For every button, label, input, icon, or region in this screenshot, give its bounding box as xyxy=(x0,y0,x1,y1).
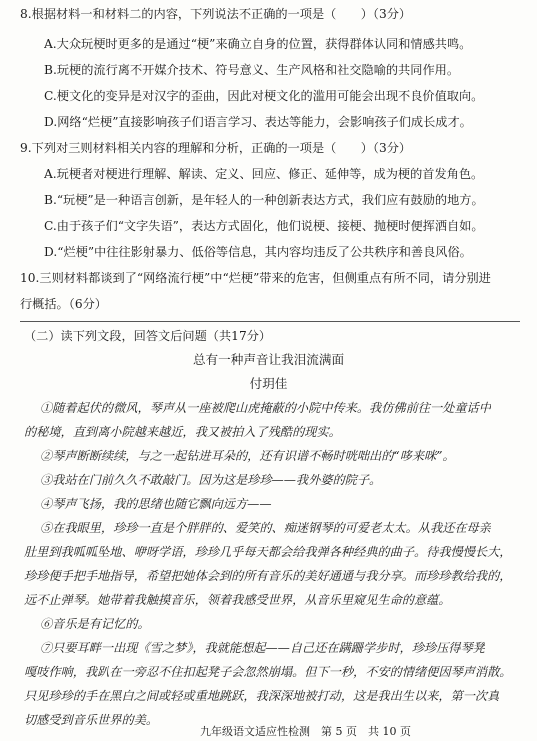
q8-option-b: B.玩梗的流行离不开媒介技术、符号意义、生产风格和社交隐喻的共同作用。 xyxy=(44,63,460,77)
q9-option-b: B.“玩梗”是一种语言创新，是年轻人的一种创新表达方式，我们应有鼓励的地方。 xyxy=(44,193,484,207)
paragraph-5-line-4: 远不止弹琴。她带着我触摸音乐，领着我感受世界，从音乐里窥见生命的意蕴。 xyxy=(24,593,451,607)
paragraph-6: ⑥音乐是有记忆的。 xyxy=(40,617,150,631)
q8-option-c: C.梗文化的变异是对汉字的歪曲，因此对梗文化的滥用可能会出现不良价值取向。 xyxy=(44,89,484,103)
paragraph-3: ③我站在门前久久不敢敲门。因为这是珍珍——我外婆的院子。 xyxy=(40,473,382,487)
section-heading: （二）读下列文段，回答文后问题（共17分） xyxy=(24,329,272,343)
essay-author: 付玥佳 xyxy=(249,376,288,391)
paragraph-7-line-1: ⑦只要耳畔一出现《雪之梦》，我就能想起——自己还在蹒跚学步时，珍珍压得琴凳 xyxy=(40,641,485,655)
paragraph-4: ④琴声飞扬，我的思绪也随它飘向远方—— xyxy=(40,497,272,511)
q8-option-d: D.网络“烂梗”直接影响孩子们语言学习、表达等能力，会影响孩子们成长成才。 xyxy=(44,115,472,129)
paragraph-5-line-1: ⑤在我眼里，珍珍一直是个胖胖的、爱笑的、痴迷钢琴的可爱老太太。从我还在母亲 xyxy=(40,521,491,535)
paragraph-5-line-2: 肚里到我呱呱坠地、咿呀学语，珍珍几乎每天都会给我弹各种经典的曲子。待我慢慢长大， xyxy=(24,545,512,559)
q8-option-a: A.大众玩梗时更多的是通过“梗”来确立自身的位置，获得群体认同和情感共鸣。 xyxy=(44,37,472,51)
q9-stem: 9.下列对三则材料相关内容的理解和分析，正确的一项是（ ）（3分） xyxy=(20,141,412,155)
q9-option-d: D.“烂梗”中往往影射暴力、低俗等信息，其内容均违反了公共秩序和善良风俗。 xyxy=(44,245,472,259)
q10-line-2: 行概括。（6分） xyxy=(20,297,107,311)
paragraph-7-line-3: 只见珍珍的手在黑白之间或轻或重地跳跃，我深深地被打动，这是我出生以来，第一次真 xyxy=(24,689,500,703)
paragraph-7-line-4: 切感受到音乐世界的美。 xyxy=(24,713,159,727)
page-footer: 九年级语文适应性检测 第 5 页 共 10 页 xyxy=(200,725,411,738)
paragraph-2: ②琴声断断续续，与之一起钻进耳朵的，还有识谱不畅时咣咄出的“哆来咪”。 xyxy=(40,449,455,463)
q9-option-a: A.玩梗者对梗进行理解、解读、定义、回应、修正、延伸等，成为梗的首发角色。 xyxy=(44,167,484,181)
paragraph-5-line-3: 珍珍便手把手地指导，希望把她体会到的所有音乐的美好通通与我分享。而珍珍教给我的， xyxy=(24,569,512,583)
paragraph-1-line-1: ①随着起伏的微风，琴声从一座被爬山虎掩蔽的小院中传来。我仿佛前往一处童话中 xyxy=(40,401,491,415)
essay-title: 总有一种声音让我泪流满面 xyxy=(192,352,345,367)
q10-line-1: 10.三则材料都谈到了“网络流行梗”中“烂梗”带来的危害，但侧重点有所不同，请分别进 xyxy=(20,271,491,285)
divider xyxy=(20,321,520,322)
paragraph-1-line-2: 的秘境，直到离小院越来越近，我又被拍入了残酷的现实。 xyxy=(24,425,341,439)
paragraph-7-line-2: 嘎吱作响，我趴在一旁忍不住扣起凳子会忽然崩塌。但下一秒，不安的情绪便因琴声消散。 xyxy=(24,665,512,679)
q8-stem: 8.根据材料一和材料二的内容，下列说法不正确的一项是（ ）（3分） xyxy=(20,7,412,21)
q9-option-c: C.由于孩子们“文字失语”，表达方式固化，他们说梗、接梗、抛梗时便挥洒自如。 xyxy=(44,219,484,233)
